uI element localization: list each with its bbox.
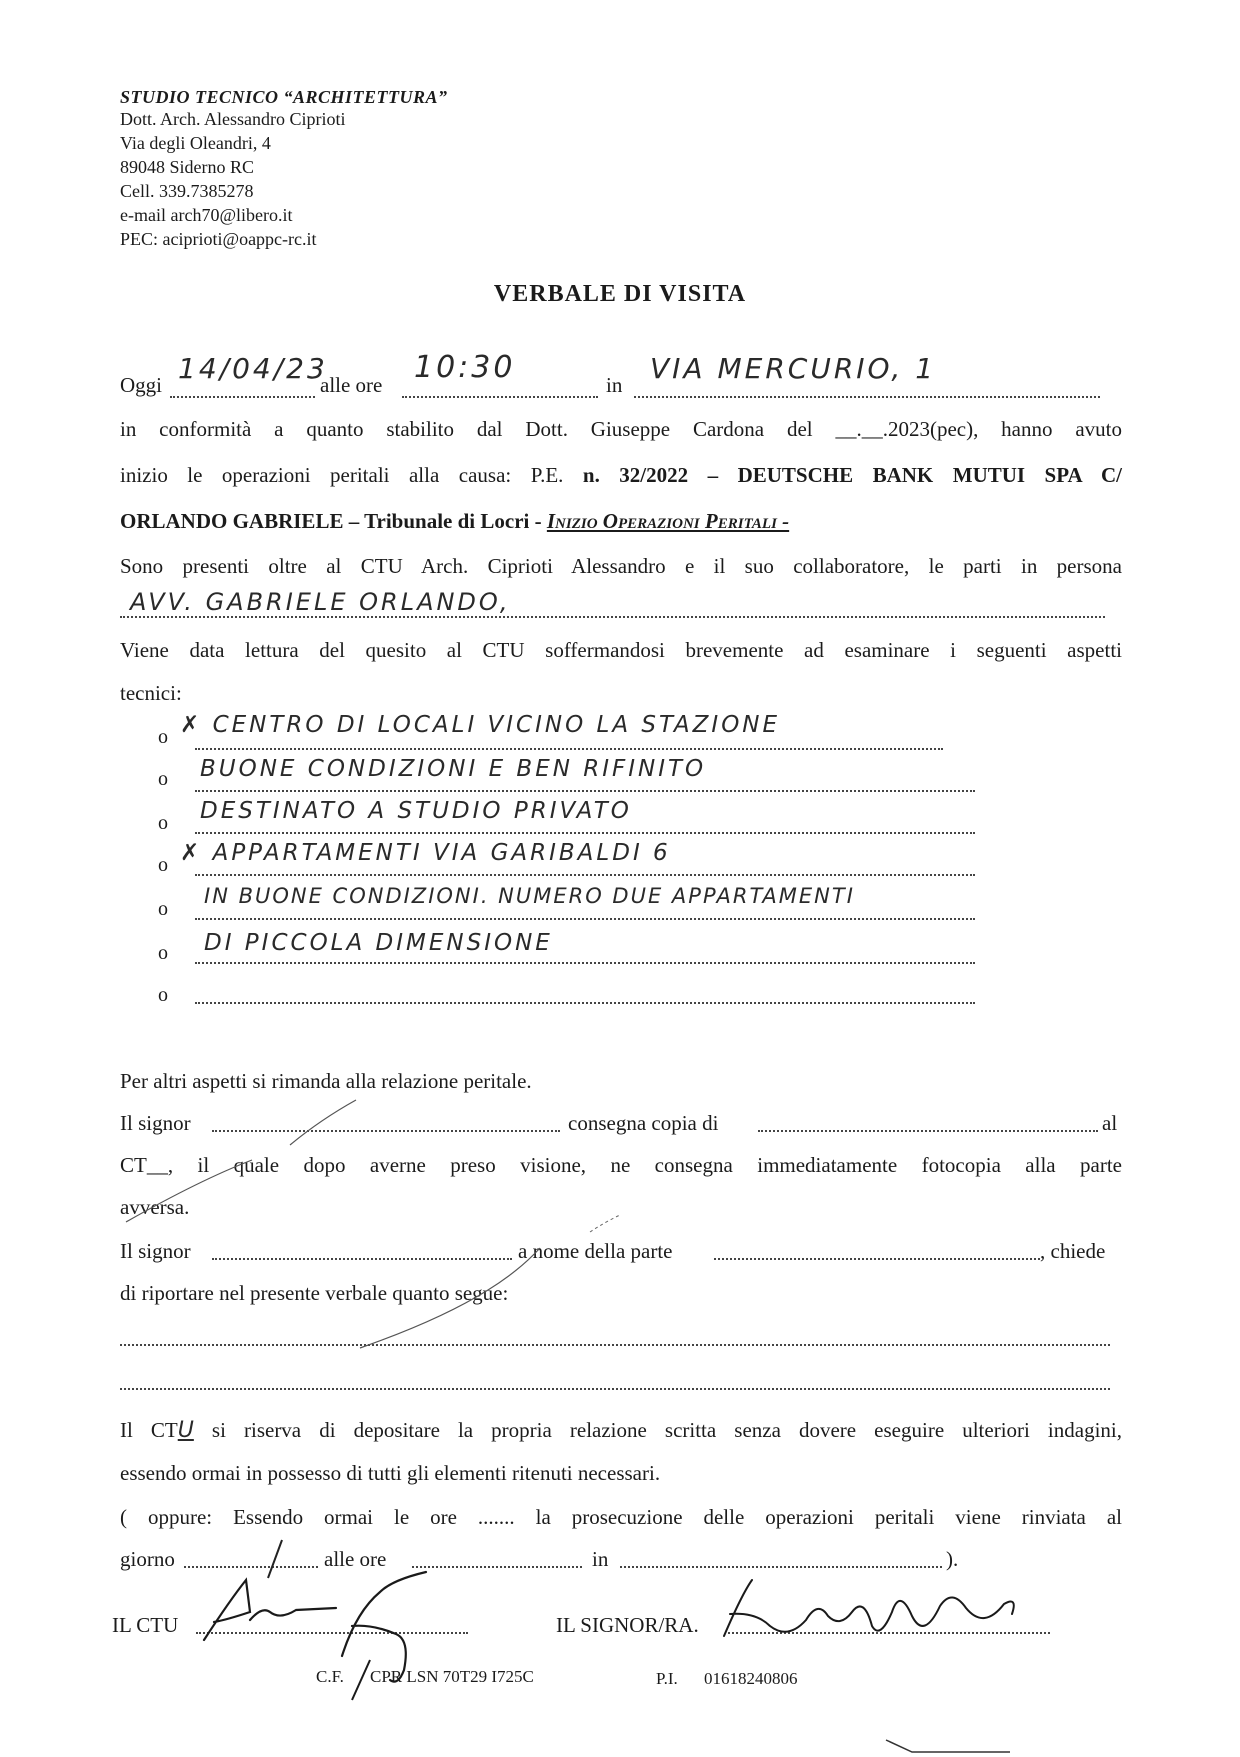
bullet-item-2: BUONE CONDIZIONI E BEN RIFINITO xyxy=(200,756,707,782)
ore-label: alle ore xyxy=(320,373,383,397)
bullet-item-6: DI PICCOLA DIMENSIONE xyxy=(204,930,553,956)
lettura-line: Viene data lettura del quesito al CTU soffermandosi brevemente ad esaminare i seguenti aspetti xyxy=(120,638,1122,662)
oggi-label: Oggi xyxy=(120,373,162,397)
conformita-line: in conformità a quanto stabilito dal Dott. Giuseppe Cardona del __.__.2023(pec), hanno avuto xyxy=(120,417,1122,441)
possesso-line: essendo ormai in possesso di tutti gli elementi ritenuti necessari. xyxy=(120,1461,661,1485)
nome-parte-label: a nome della parte xyxy=(518,1239,673,1263)
bullet-marker: o xyxy=(158,898,168,920)
riserva-handwritten: U xyxy=(177,1418,194,1443)
ct-line: CT__, il quale dopo averne preso visione, ne consegna immediatamente fotocopia alla parte xyxy=(120,1153,1122,1177)
visit-time: 10:30 xyxy=(414,350,516,385)
bullet-marker: o xyxy=(158,812,168,834)
close-paren: ). xyxy=(946,1547,959,1571)
in-label: in xyxy=(606,373,623,397)
cf-value: CPR LSN 70T29 I725C xyxy=(370,1667,534,1686)
presenti-handwritten: AVV. GABRIELE ORLANDO, xyxy=(130,588,511,616)
tecnici-label: tecnici: xyxy=(120,681,182,705)
bullet-marker: o xyxy=(158,942,168,964)
bullet-item-5: IN BUONE CONDIZIONI. NUMERO DUE APPARTAMENTI xyxy=(204,884,855,908)
presenti-line: Sono presenti oltre al CTU Arch. Ciprioti Alessandro e il suo collaboratore, le parti in persona xyxy=(120,554,1122,578)
riportare-line: di riportare nel presente verbale quanto segue: xyxy=(120,1281,509,1305)
bullet-item-4: ✗ APPARTAMENTI VIA GARIBALDI 6 xyxy=(180,840,671,866)
cf-label: C.F. xyxy=(316,1667,344,1686)
causa-line: inizio le operazioni peritali alla causa: P.E. n. 32/2022 – DEUTSCHE BANK MUTUI SPA C/ xyxy=(120,463,1122,487)
bullet-marker: o xyxy=(158,726,168,748)
bullet-item-1: ✗ CENTRO DI LOCALI VICINO LA STAZIONE xyxy=(180,712,781,738)
cell-phone: Cell. 339.7385278 xyxy=(120,181,254,201)
bullet-item-3: DESTINATO A STUDIO PRIVATO xyxy=(200,798,632,824)
bullet-marker: o xyxy=(158,768,168,790)
pi-label: P.I. xyxy=(656,1669,678,1688)
city-address: 89048 Siderno RC xyxy=(120,157,255,177)
pec-email: PEC: aciprioti@oappc-rc.it xyxy=(120,229,317,249)
email: e-mail arch70@libero.it xyxy=(120,205,293,225)
visit-place: VIA MERCURIO, 1 xyxy=(650,352,937,385)
giorno-label: giorno xyxy=(120,1547,175,1571)
ctu-label: IL CTU xyxy=(112,1613,179,1637)
al-label: al xyxy=(1102,1111,1118,1135)
studio-name: STUDIO TECNICO “ARCHITETTURA” xyxy=(120,87,448,107)
street-address: Via degli Oleandri, 4 xyxy=(120,133,271,153)
bullet-marker: o xyxy=(158,984,168,1006)
document-title: VERBALE DI VISITA xyxy=(493,281,747,307)
signor-2-label: Il signor xyxy=(120,1239,191,1263)
in-label-2: in xyxy=(592,1547,609,1571)
oppure-line: ( oppure: Essendo ormai le ore ....... la prosecuzione delle operazioni peritali viene rinviata al xyxy=(120,1505,1122,1529)
alle-ore-label: alle ore xyxy=(324,1547,387,1571)
pi-value: 01618240806 xyxy=(704,1669,798,1688)
parti-line: ORLANDO GABRIELE – Tribunale di Locri - Inizio Operazioni Peritali - xyxy=(120,509,790,533)
chiede-label: , chiede xyxy=(1040,1239,1106,1263)
bullet-marker: o xyxy=(158,854,168,876)
signor-1-label: Il signor xyxy=(120,1111,191,1135)
rimanda-line: Per altri aspetti si rimanda alla relazione peritale. xyxy=(120,1069,532,1093)
riserva-line: Il CTU si riserva di depositare la propria relazione scritta senza dovere eseguire ulteriori indagini, xyxy=(120,1418,1123,1443)
avversa-line: avversa. xyxy=(120,1195,190,1219)
consegna-label: consegna copia di xyxy=(568,1111,719,1135)
signor-ra-label: IL SIGNOR/RA. xyxy=(556,1613,699,1637)
architect-name: Dott. Arch. Alessandro Ciprioti xyxy=(120,109,346,129)
visit-date: 14/04/23 xyxy=(178,352,328,385)
